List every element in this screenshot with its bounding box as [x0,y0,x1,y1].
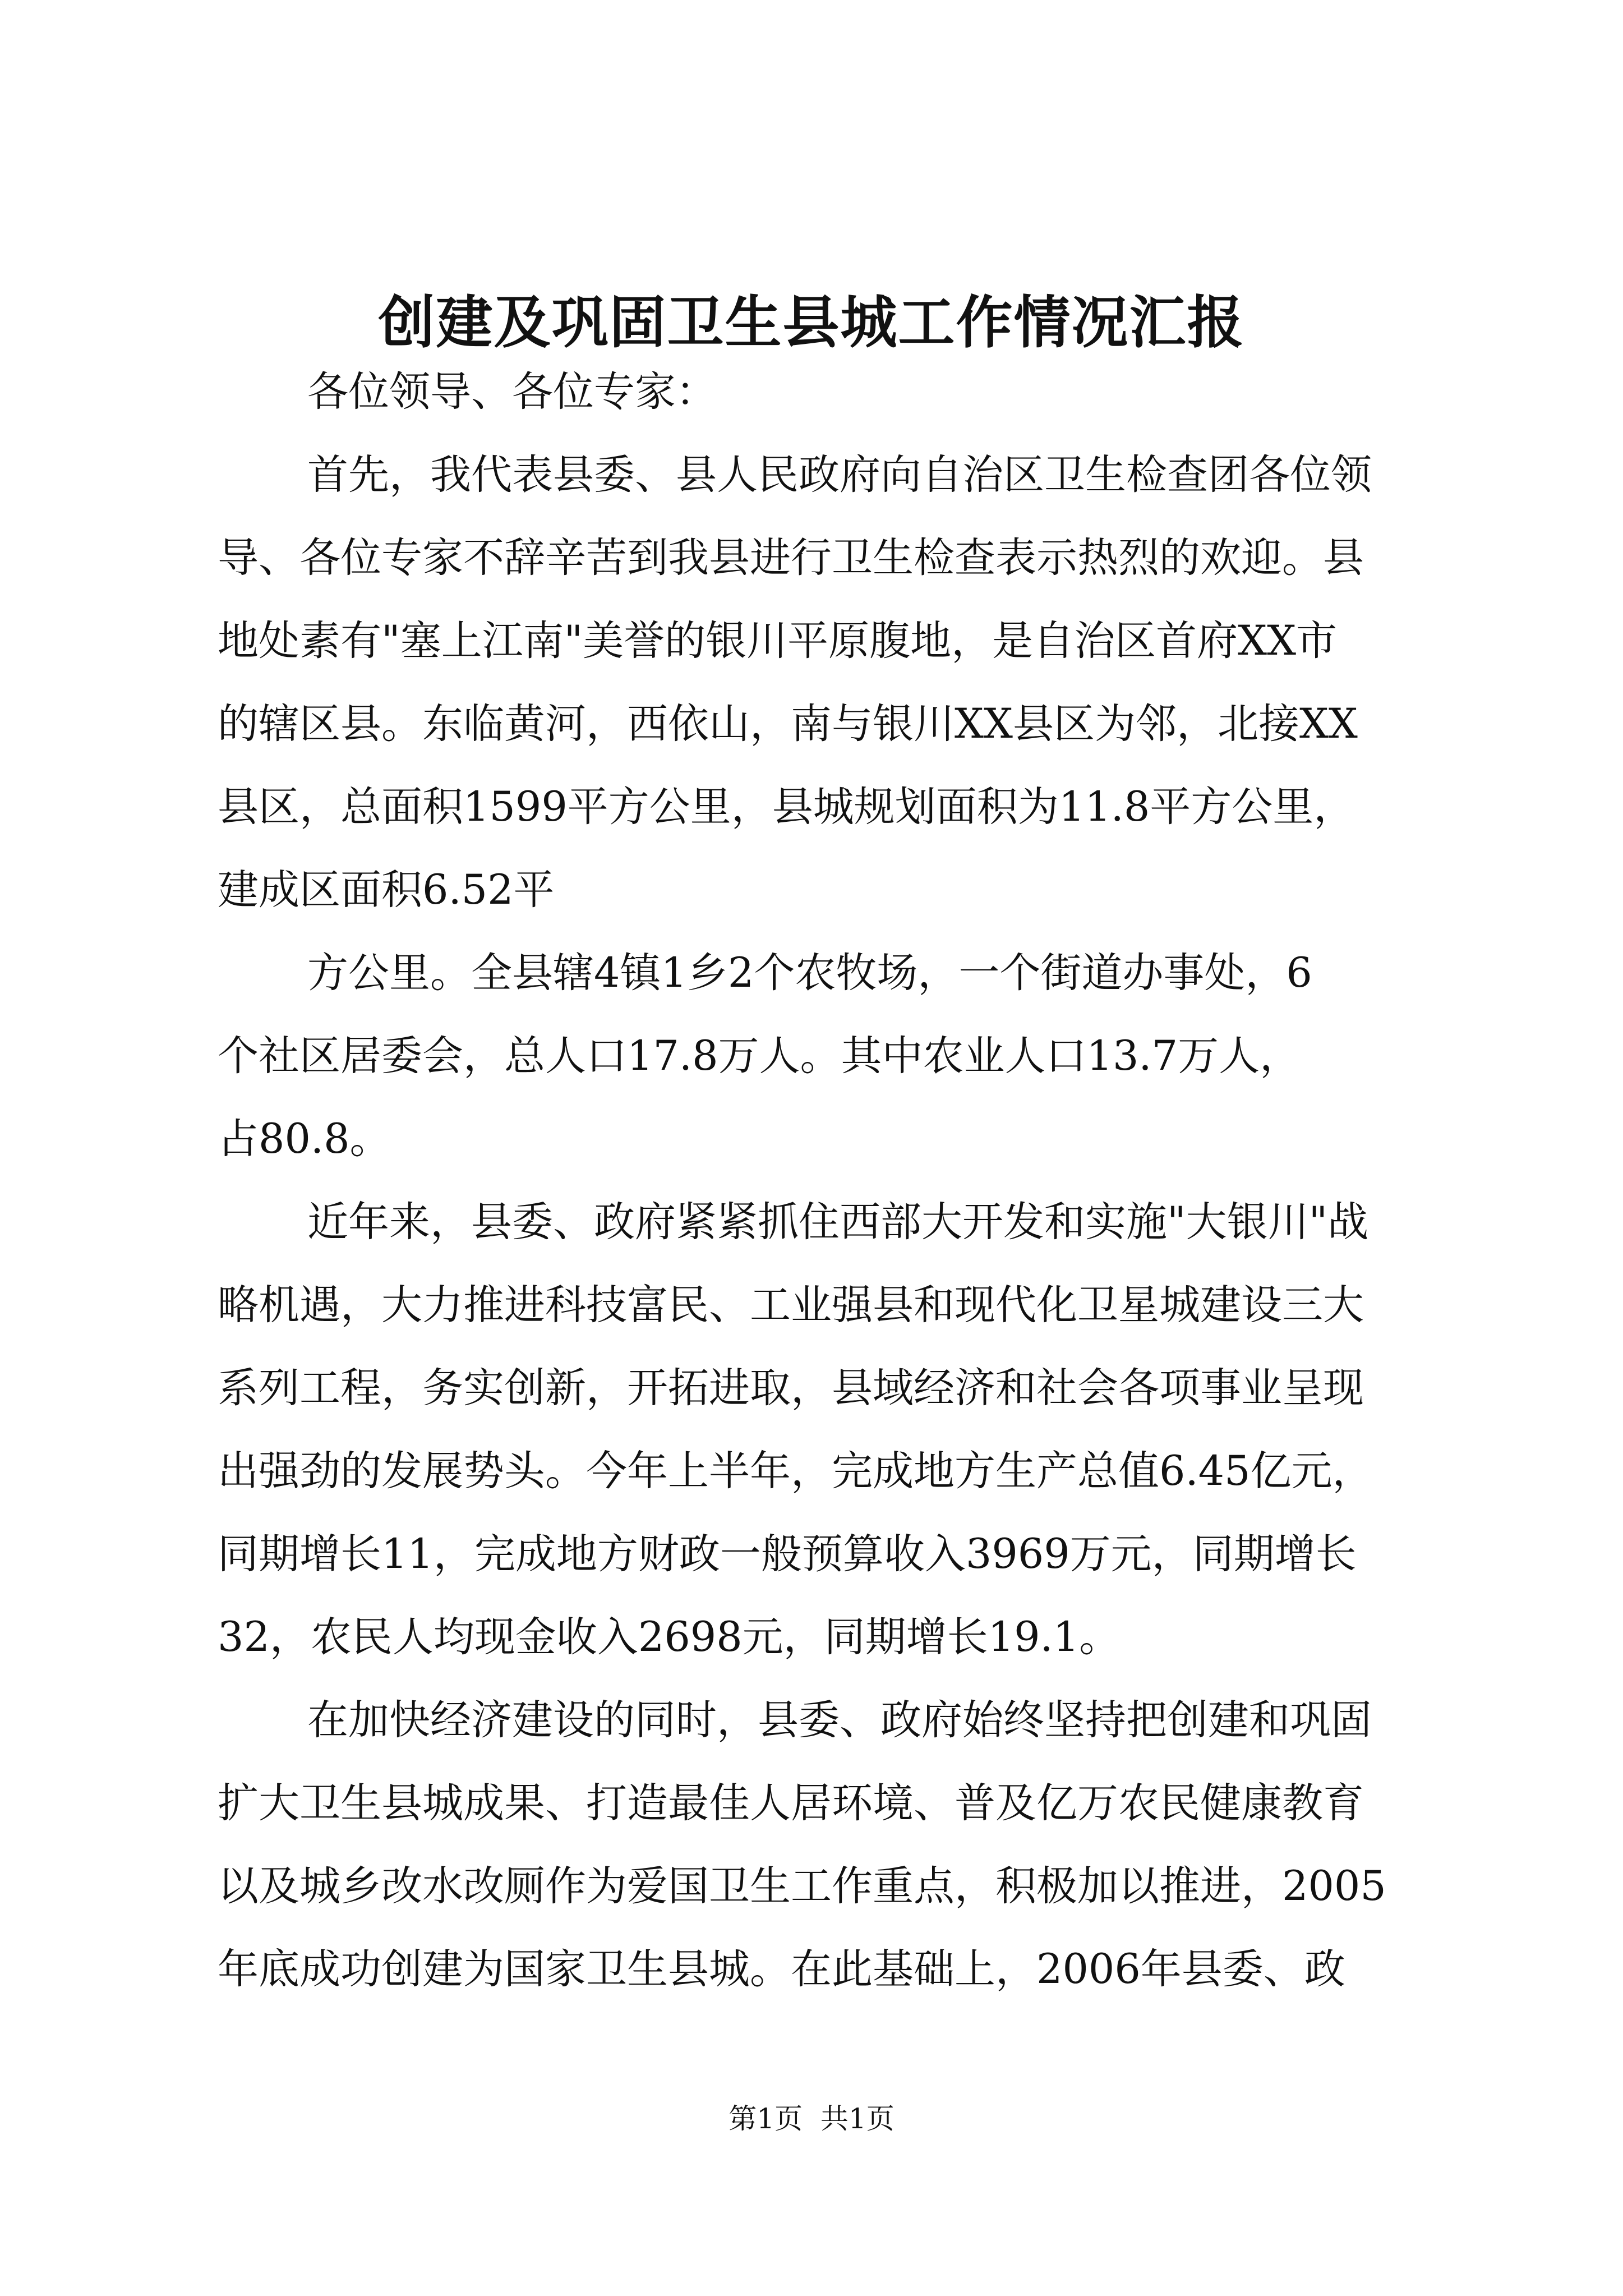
paragraph-2-line-3: 占80.8。 [218,1115,391,1163]
document-body [218,351,1451,2011]
paragraph-1-line-5: 县区，总面积1599平方公里，县城规划面积为11.8平方公里， [218,783,1355,831]
paragraph-4-line-2: 扩大卫生县城成果、打造最佳人居环境、普及亿万农民健康教育 [218,1779,1364,1827]
paragraph-4-line-4: 年底成功创建为国家卫生县城。在此基础上，2006年县委、政 [218,1945,1345,1993]
page-footer: 第1页 共1页 [728,2102,895,2135]
paragraph-2-line-2: 个社区居委会，总人口17.8万人。其中农业人口13.7万人， [218,1032,1301,1080]
paragraph-3-line-2: 略机遇，大力推进科技富民、工业强县和现代化卫星城建设三大 [218,1281,1364,1329]
paragraph-1-line-6: 建成区面积6.52平 [218,866,555,914]
paragraph-3-line-4: 出强劲的发展势头。今年上半年，完成地方生产总值6.45亿元， [218,1447,1373,1495]
paragraph-1-line-4: 的辖区县。东临黄河，西依山，南与银川XX县区为邻，北接XX [218,700,1358,748]
paragraph-4-line-3: 以及城乡改水改厕作为爱国卫生工作重点，积极加以推进，2005 [218,1862,1386,1910]
document-title: 创建及巩固卫生县城工作情况汇报 [378,289,1245,356]
paragraph-1-line-3: 地处素有"塞上江南"美誉的银川平原腹地，是自治区首府XX市 [218,617,1338,665]
paragraph-3-line-6: 32，农民人均现金收入2698元，同期增长19.1。 [218,1613,1121,1661]
paragraph-4-line-1: 在加快经济建设的同时，县委、政府始终坚持把创建和巩固 [307,1696,1372,1744]
paragraph-2-line-1: 方公里。全县辖4镇1乡2个农牧场，一个街道办事处，6 [307,949,1312,997]
paragraph-3-line-3: 系列工程，务实创新，开拓进取，县域经济和社会各项事业呈现 [218,1364,1364,1412]
paragraph-1-line-1: 首先，我代表县委、县人民政府向自治区卫生检查团各位领 [307,451,1372,499]
paragraph-1-line-2: 导、各位专家不辞辛苦到我县进行卫生检查表示热烈的欢迎。县 [218,534,1364,582]
greeting-line: 各位领导、各位专家： [307,368,717,416]
paragraph-3-line-1: 近年来，县委、政府紧紧抓住西部大开发和实施"大银川"战 [307,1198,1369,1246]
paragraph-3-line-5: 同期增长11，完成地方财政一般预算收入3969万元，同期增长 [218,1530,1357,1578]
